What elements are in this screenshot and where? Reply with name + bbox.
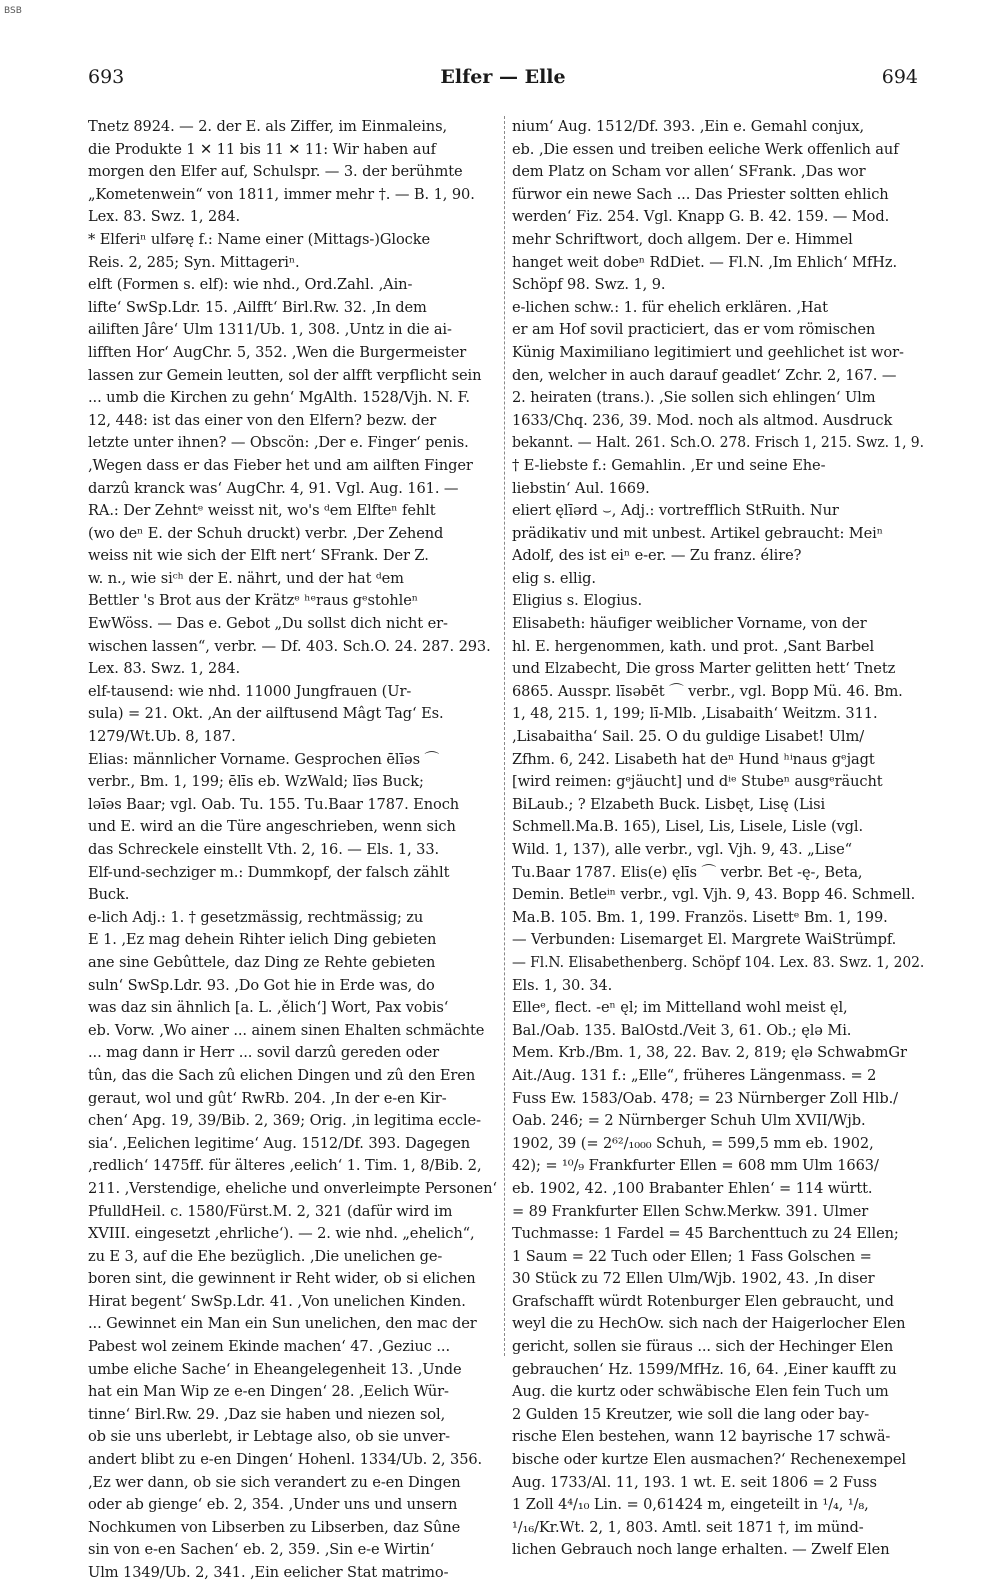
text-line: oder ab gienge‘ eb. 2, 354. ‚Under uns und unsern [88,1496,458,1514]
text-line: den, welcher in auch darauf geadlet‘ Zchr. 2, 167. — [512,366,897,384]
text-line: eliert ęlīərd ⌣, Adj.: vortrefflich StRuith. Nur [512,502,839,520]
text-line: weyl die zu HechOw. sich nach der Haigerlocher Elen [512,1315,906,1333]
text-line: BiLaub.; ? Elzabeth Buck. Lisbęt, Lisę (Lisi [512,795,826,813]
text-line: ‚Lisabaitha‘ Sail. 25. O du guldige Lisabet! Ulm/ [512,728,865,746]
text-line: Els. 1, 30. 34. [512,976,613,994]
text-line: Lex. 83. Swz. 1, 284. [88,660,241,678]
text-line: EwWöss. — Das e. Gebot „Du sollst dich nicht er- [88,615,448,633]
text-line: ‚Ez wer dann, ob sie sich verandert zu e-en Dingen [88,1473,461,1491]
text-line: 12, 448: ist das einer von den Elfern? bezw. der [88,411,437,429]
text-line: Zfhm. 6, 242. Lisabeth hat deⁿ Hund ʰⁱnaus gᵉjagt [512,750,875,768]
text-line: — Fl.N. Elisabethenberg. Schöpf 104. Lex. 83. Swz. 1, 202. [512,953,925,971]
text-line: Wild. 1, 137), alle verbr., vgl. Vjh. 9, 43. „Lise“ [512,841,852,858]
text-line: ‚Wegen dass er das Fieber het und am ailften Finger [88,456,473,474]
text-line: 2 Gulden 15 Kreutzer, wie soll die lang oder bay- [512,1405,870,1423]
text-line: Demin. Betleⁱⁿ verbr., vgl. Vjh. 9, 43. Bopp 46. Schmell. [512,886,916,904]
text-line: Aug. die kurtz oder schwäbische Elen fein Tuch um [512,1383,889,1401]
text-line: hanget weit dobeⁿ RdDiet. — Fl.N. ‚Im Ehlich‘ MfHz. [512,253,898,271]
text-line: nium‘ Aug. 1512/Df. 393. ‚Ein e. Gemahl conjux, [512,118,865,135]
text-line: suln‘ SwSp.Ldr. 93. ‚Do Got hie in Erde was, do [88,976,435,994]
text-line: ‚redlich‘ 1475ff. für älteres ‚eelich‘ 1. Tim. 1, 8/Bib. 2, [88,1157,482,1175]
text-line: Pabest wol zeinem Ekinde machen‘ 47. ‚Geziuc ... [88,1338,450,1356]
text-line: Lex. 83. Swz. 1, 284. [88,208,241,226]
text-line: hl. E. hergenommen, kath. und prot. ‚Sant Barbel [512,637,875,655]
text-line: gericht, sollen sie füraus ... sich der Hechinger Elen [512,1338,894,1356]
text-line: mehr Schriftwort, doch allgem. Der e. Himmel [512,230,853,248]
text-line: Bettler 's Brot aus der Krätzᵉ ʰᵉraus gᵉstohleⁿ [88,592,419,610]
text-line: 2. heiraten (trans.). ‚Sie sollen sich ehlingen‘ Ulm [512,389,876,407]
text-line: E 1. ‚Ez mag dehein Rihter ielich Ding gebieten [88,931,437,949]
text-line: ¹/₁₆/Kr.Wt. 2, 1, 803. Amtl. seit 1871 †, im münd- [512,1518,864,1536]
text-line: Elisabeth: häufiger weiblicher Vorname, von der [512,615,867,633]
text-line: Künig Maximiliano legitimiert und geehlichet ist wor- [512,343,904,361]
text-line: die Produkte 1 ✕ 11 bis 11 ✕ 11: Wir haben auf [88,140,436,158]
text-line: verbr., Bm. 1, 199; ēlīs eb. WzWald; līəs Buck; [88,773,424,791]
text-line: chen‘ Apg. 19, 39/Bib. 2, 369; Orig. ‚in legitima eccle- [88,1112,481,1130]
text-line: tûn, das die Sach zû elichen Dingen und zû den Eren [88,1066,476,1084]
text-line: sia‘. ‚Eelichen legitime‘ Aug. 1512/Df. 393. Dagegen [88,1134,471,1152]
text-line: PfulldHeil. c. 1580/Fürst.M. 2, 321 (dafür wird im [88,1202,453,1220]
text-line: umbe eliche Sache‘ in Eheangelegenheit 13. ‚Unde [88,1360,462,1378]
text-line: und E. wird an die Türe angeschrieben, wenn sich [88,818,456,836]
text-line: Ait./Aug. 131 f.: „Elle“, früheres Längenmass. = 2 [512,1066,877,1084]
text-line: Tuchmasse: 1 Fardel = 45 Barchenttuch zu 24 Ellen; [512,1225,899,1243]
text-line: darzû kranck was‘ AugChr. 4, 91. Vgl. Aug. 161. — [88,479,459,497]
text-line: = 89 Frankfurter Ellen Schw.Merkw. 391. Ulmer [512,1202,869,1220]
page-number-right: 694 [881,66,918,88]
text-line: 1279/Wt.Ub. 8, 187. [88,728,236,746]
text-line: Oab. 246; = 2 Nürnberger Schuh Ulm XVII/Wjb. [512,1112,866,1130]
text-line: was daz sin ähnlich [a. L. ‚ělich‘] Wort, Pax vobis‘ [88,999,449,1017]
text-line: 30 Stück zu 72 Ellen Ulm/Wjb. 1902, 43. ‚In diser [512,1270,875,1288]
text-line: 1 Zoll 4⁴/₁₀ Lin. = 0,61424 m, eingeteilt in ¹/₄, ¹/₈, [512,1496,869,1514]
text-line: lifte‘ SwSp.Ldr. 15. ‚Ailfft‘ Birl.Rw. 32. ‚In dem [88,298,427,316]
text-line: letzte unter ihnen? — Obscön: ‚Der e. Finger‘ penis. [88,434,469,452]
text-line: (wo deⁿ E. der Schuh druckt) verbr. ‚Der Zehend [88,524,444,542]
text-line: boren sint, die gewinnent ir Reht wider, ob si elichen [88,1270,476,1288]
text-line: fürwor ein newe Sach ... Das Priester soltten ehlich [512,185,889,203]
text-line: Reis. 2, 285; Syn. Mittageriⁿ. [88,253,300,271]
text-line: ane sine Gebûttele, daz Ding ze Rehte gebieten [88,953,436,971]
text-line: Elf-und-sechziger m.: Dummkopf, der falsch zählt [88,863,450,881]
text-line: Ulm 1349/Ub. 2, 341. ‚Ein eelicher Stat matrimo- [88,1564,449,1581]
text-line: Buck. [88,886,130,904]
running-title: Elfer — Elle [440,66,566,88]
text-line: Bal./Oab. 135. BalOstd./Veit 3, 61. Ob.; ęlə Mi. [512,1021,852,1039]
text-line: ob sie uns uberlebt, ir Lebtage also, ob sie unver- [88,1428,451,1446]
text-line: ailiften Jâre‘ Ulm 1311/Ub. 1, 308. ‚Untz in die ai- [88,321,452,339]
text-line: Fuss Ew. 1583/Oab. 478; = 23 Nürnberger Zoll Hlb./ [512,1089,898,1107]
text-line: geraut, wol und gût‘ RwRb. 204. ‚In der e-en Kir- [88,1089,447,1107]
text-line: w. n., wie siᶜʰ der E. nährt, und der hat ᵈem [88,569,404,587]
text-line: er am Hof sovil practiciert, das er vom römischen [512,321,876,339]
text-line: elft (Formen s. elf): wie nhd., Ord.Zahl. ‚Ain- [88,276,413,294]
text-line: liebstin‘ Aul. 1669. [512,479,650,497]
text-line: ... mag dann ir Herr ... sovil darzû gereden oder [88,1044,440,1062]
text-line: Adolf, des ist eiⁿ e-er. — Zu franz. élire? [512,547,802,565]
text-line: bekannt. — Halt. 261. Sch.O. 278. Frisch 1, 215. Swz. 1, 9. [512,434,924,452]
text-line: Tnetz 8924. — 2. der E. als Ziffer, im Einmaleins, [88,118,447,135]
text-line: das Schreckele einstellt Vth. 2, 16. — Els. 1, 33. [88,841,440,858]
text-line: gebrauchen‘ Hz. 1599/MfHz. 16, 64. ‚Einer kaufft zu [512,1360,897,1378]
text-line: eb. 1902, 42. ‚100 Brabanter Ehlen‘ = 114 württ. [512,1179,873,1197]
text-line: RA.: Der Zehntᵉ weisst nit, wo's ᵈem Elfteⁿ fehlt [88,502,436,520]
text-line: 1902, 39 (= 2⁶²/₁₀₀₀ Schuh, = 599,5 mm eb. 1902, [512,1134,874,1152]
left-column [88,116,500,1585]
text-line: rische Elen bestehen, wann 12 bayrische 17 schwä- [512,1428,891,1446]
text-line: „Kometenwein“ von 1811, immer mehr †. — B. 1, 90. [88,185,475,203]
text-line: Schmell.Ma.B. 165), Lisel, Lis, Lisele, Lisle (vgl. [512,818,864,836]
text-line: Eligius s. Elogius. [512,592,643,610]
text-line: weiss nit wie sich der Elft nert‘ SFrank. Der Z. [88,547,429,565]
text-line: 1, 48, 215. 1, 199; lī-Mlb. ‚Lisabaith‘ Weitzm. 311. [512,705,878,723]
page-number-left: 693 [88,66,125,88]
text-line: morgen den Elfer auf, Schulspr. — 3. der berühmte [88,163,463,181]
library-mark: BSB [4,6,22,16]
text-line: sula) = 21. Okt. ‚An der ailftusend Mâgt Tag‘ Es. [88,705,444,723]
text-line: bische oder kurtze Elen ausmachen?‘ Rechenexempel [512,1451,906,1469]
text-line: Ma.B. 105. Bm. 1, 199. Französ. Lisettᵉ Bm. 1, 199. [512,908,888,926]
column-divider [504,116,505,1356]
text-line: elig s. ellig. [512,569,596,587]
text-line: eb. ‚Die essen und treiben eeliche Werk offenlich auf [512,140,899,158]
text-line: dem Platz on Scham vor allen‘ SFrank. ‚Das wor [512,163,866,181]
text-line: e-lichen schw.: 1. für ehelich erklären. ‚Hat [512,298,828,316]
text-line: 1633/Chq. 236, 39. Mod. noch als altmod. Ausdruck [512,411,893,429]
text-line: ... Gewinnet ein Man ein Sun unelichen, den mac der [88,1315,477,1333]
text-line: sin von e-en Sachen‘ eb. 2, 359. ‚Sin e-e Wirtin‘ [88,1541,435,1559]
text-line: 42); = ¹⁰/₉ Frankfurter Ellen = 608 mm Ulm 1663/ [512,1157,879,1175]
text-line: Aug. 1733/Al. 11, 193. 1 wt. E. seit 1806 = 2 Fuss [512,1473,877,1491]
text-line: — Verbunden: Lisemarget El. Margrete WaiStrümpf. [512,931,897,949]
text-line: Schöpf 98. Swz. 1, 9. [512,276,666,294]
text-line: Hirat begent‘ SwSp.Ldr. 41. ‚Von unelichen Kinden. [88,1292,466,1310]
text-line: Tu.Baar 1787. Elis(e) ęlīs ⌒ verbr. Bet -ę-, Beta, [512,863,863,881]
text-line: Mem. Krb./Bm. 1, 38, 22. Bav. 2, 819; ęlə SchwabmGr [512,1044,907,1062]
text-line: XVIII. eingesetzt ‚ehrliche‘). — 2. wie nhd. „ehelich“, [88,1225,475,1243]
text-line: Grafschafft würdt Rotenburger Elen gebraucht, und [512,1292,894,1310]
text-line: lifften Hor‘ AugChr. 5, 352. ‚Wen die Burgermeister [88,343,467,361]
text-line: e-lich Adj.: 1. † gesetzmässig, rechtmässig; zu [88,908,424,926]
text-line: lichen Gebrauch noch lange erhalten. — Zwelf Elen [512,1541,890,1559]
text-line: Nochkumen von Libserben zu Libserben, daz Sûne [88,1518,461,1536]
text-line: hat ein Man Wip ze e-en Dingen‘ 28. ‚Eelich Wür- [88,1383,449,1401]
text-line: Elleᵉ, flect. -eⁿ ęl; im Mittelland wohl meist ęl, [512,999,848,1017]
text-line: tinne‘ Birl.Rw. 29. ‚Daz sie haben und niezen sol, [88,1405,446,1423]
text-line: und Elzabecht, Die gross Marter gelitten hett‘ Tnetz [512,660,896,678]
text-line: * Elferiⁿ ulfərę f.: Name einer (Mittags-)Glocke [88,230,431,248]
page-header [88,66,918,98]
text-line: zu E 3, auf die Ehe bezüglich. ‚Die unelichen ge- [88,1247,443,1265]
text-line: eb. Vorw. ‚Wo ainer ... ainem sinen Ehalten schmächte [88,1021,485,1039]
text-line: werden‘ Fiz. 254. Vgl. Knapp G. B. 42. 159. — Mod. [512,208,890,226]
text-line: 211. ‚Verstendige, eheliche und onverleimpte Personen‘ [88,1179,497,1197]
text-line: wischen lassen“, verbr. — Df. 403. Sch.O. 24. 287. 293. [88,637,491,655]
text-line: 1 Saum = 22 Tuch oder Ellen; 1 Fass Golschen = [512,1247,872,1265]
text-line: 6865. Ausspr. līsəbēt ⌒ verbr., vgl. Bopp Mü. 46. Bm. [512,682,903,700]
right-column [512,116,924,1562]
text-line: ləīəs Baar; vgl. Oab. Tu. 155. Tu.Baar 1787. Enoch [88,795,460,813]
text-line: Elias: männlicher Vorname. Gesprochen ēlīəs ⌒ [88,750,440,768]
text-line: andert blibt zu e-en Dingen‘ Hohenl. 1334/Ub. 2, 356. [88,1451,483,1469]
text-line: elf-tausend: wie nhd. 11000 Jungfrauen (Ur- [88,682,412,700]
text-line: [wird reimen: gᵉjäucht] und dⁱᵉ Stubeⁿ ausgᵉräucht [512,773,883,791]
text-line: † E-liebste f.: Gemahlin. ‚Er und seine Ehe- [512,456,826,474]
text-line: prädikativ und mit unbest. Artikel gebraucht: Meiⁿ [512,524,883,542]
text-line: ... umb die Kirchen zu gehn‘ MgAlth. 1528/Vjh. N. F. [88,389,470,407]
text-line: lassen zur Gemein leutten, sol der alfft verpflicht sein [88,366,482,384]
